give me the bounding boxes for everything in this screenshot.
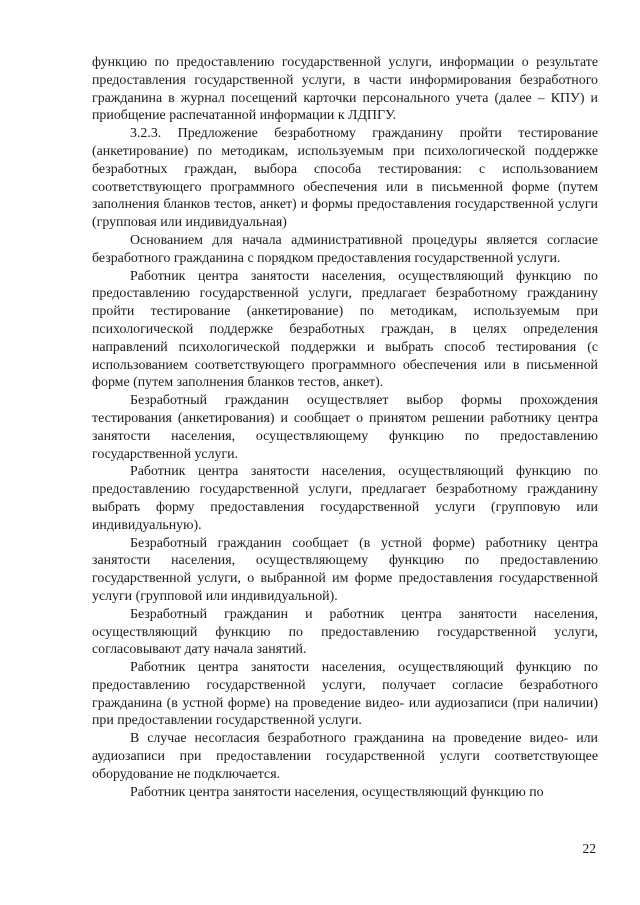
paragraph-agree-start-date: Безработный гражданин и работник центра занятости населения, осуществляющий функцию по предоставлению государственной услуги, согласовывают дату начала занятий. (92, 606, 598, 658)
paragraph-worker-offers-testing: Работник центра занятости населения, осуществляющий функцию по предоставлению государственной услуги, предлагает безработному гражданину пройти тестирование (анкетирование) по методикам, используемым при психологической поддержке безработных граждан, в целях определения направлений психологической поддержки и выбрать способ тестирования (с использованием соответствующего программного обеспечения или в письменной форме (путем заполнения бланков тестов, анкет). (92, 268, 598, 391)
paragraph-citizen-chooses-form: Безработный гражданин осуществляет выбор формы прохождения тестирования (анкетирования) и сообщает о принятом решении работнику центра занятости населения, осуществляющему функцию по предоставлению государственной услуги. (92, 393, 598, 462)
paragraph-recording-refusal: В случае несогласия безработного гражданина на проведение видео- или аудиозаписи при предоставлении государственной услуги соответствующее оборудование не подключается. (92, 731, 598, 782)
paragraph-citizen-reports-form: Безработный гражданин сообщает (в устной форме) работнику центра занятости населения, осуществляющему функцию по предоставлению государственной услуги, о выбранной им форме предоставления государственной услуги (групповой или индивидуальной). (92, 535, 598, 604)
page-number: 22 (582, 841, 596, 856)
paragraph-section-3-2-3: 3.2.3. Предложение безработному гражданину пройти тестирование (анкетирование) по методикам, используемым при психологической поддержке безработных граждан, выбора способа тестирования: с использованием соответствующего программного обеспечения или в письменной форме (путем заполнения бланков тестов, анкет) и формы предоставления государственной услуги (групповая или индивидуальная) (92, 126, 598, 231)
paragraph-continuation: функцию по предоставлению государственной услуги, информации о результате предоставления государственной услуги, в части информирования безработного гражданина в журнал посещений карточки персонального учета (далее – КПУ) и приобщение распечатанной информации к ЛДПГУ. (92, 55, 598, 124)
document-page (92, 54, 598, 801)
paragraph-trailing: Работник центра занятости населения, осуществляющий функцию по (130, 784, 544, 800)
paragraph-basis: Основанием для начала административной процедуры является согласие безработного гражданина с порядком предоставления государственной услуги. (92, 232, 598, 266)
paragraph-worker-offers-form: Работник центра занятости населения, осуществляющий функцию по предоставлению государственной услуги, предлагает безработному гражданину выбрать форму предоставления государственной услуги (групповую или индивидуальную). (92, 464, 598, 533)
paragraph-recording-consent: Работник центра занятости населения, осуществляющий функцию по предоставлению государственной услуги, получает согласие безработного гражданина (в устной форме) на проведение видео- или аудиозаписи (при наличии) при предоставлении государственной услуги. (92, 660, 598, 729)
